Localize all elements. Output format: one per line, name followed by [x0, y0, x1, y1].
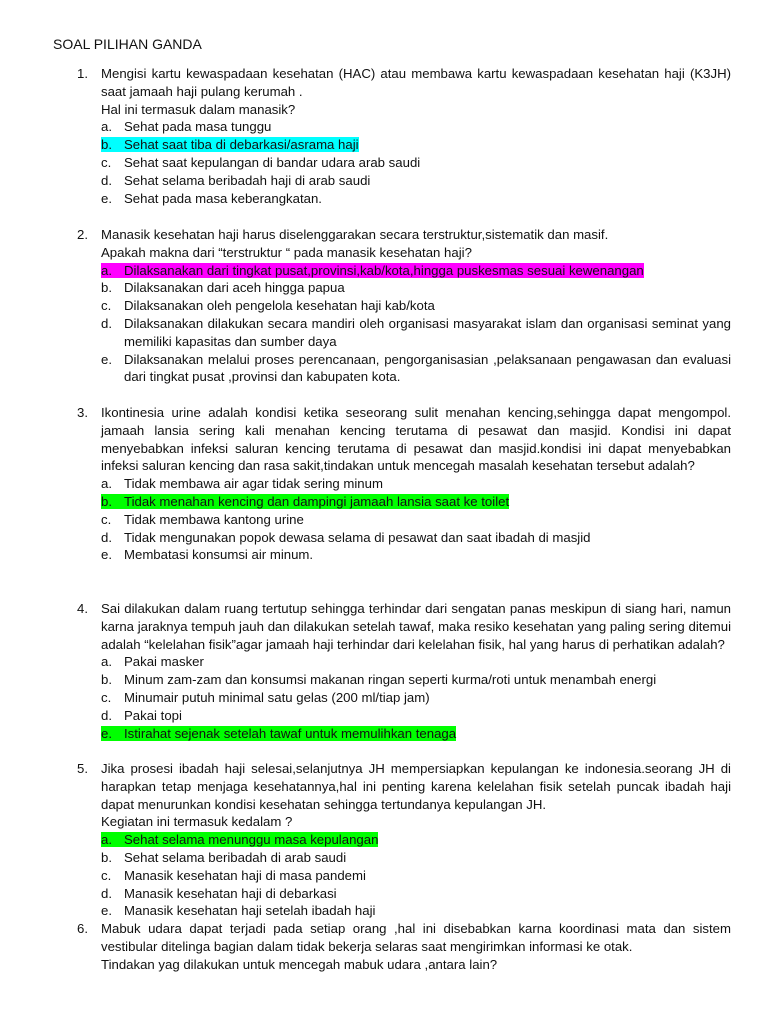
- highlight-green: [101, 726, 456, 741]
- option-c: [101, 511, 731, 529]
- question-text: Jika prosesi ibadah haji selesai,selanjutnya JH mempersiapkan kepulangan ke indonesia.seorang JH di harapkan tetap menjaga kesehatannya,hal ini penting karena kelelahan fisik setelah puncak ibadah haji dapat menurunkan kondisi kesehatan sehingga tertundanya kepulangan JH.: [101, 761, 731, 812]
- option-a: [101, 118, 731, 136]
- question-text: Mabuk udara dapat terjadi pada setiap orang ,hal ini disebabkan karna koordinasi mata dan sistem vestibular ditelinga bagian dalam tidak bekerja selaras saat mengirimkan informasi ke otak.: [101, 921, 731, 954]
- option-text: Sehat selama menunggu masa kepulangan: [124, 832, 379, 848]
- option-text: Minumair putuh minimal satu gelas (200 ml/tiap jam): [124, 689, 430, 705]
- option-e: [101, 546, 731, 564]
- option-d: [101, 172, 731, 190]
- option-b: [101, 671, 731, 689]
- option-d: [101, 529, 731, 547]
- option-c: [101, 297, 731, 315]
- option-letter: b.: [101, 280, 112, 296]
- option-letter: b.: [101, 849, 112, 865]
- option-letter: a.: [101, 119, 112, 135]
- question-number: 1.: [77, 66, 88, 81]
- question-prompt: Hal ini termasuk dalam manasik?: [101, 101, 296, 117]
- option-letter: c.: [101, 867, 112, 883]
- options-list: [101, 475, 731, 564]
- option-letter: e.: [101, 725, 112, 741]
- question-number: 4.: [77, 601, 88, 616]
- option-letter: d.: [101, 172, 112, 188]
- option-text: Manasik kesehatan haji di masa pandemi: [124, 867, 366, 883]
- option-letter: e.: [101, 903, 112, 919]
- question-6: [77, 920, 731, 973]
- question-1: [77, 65, 731, 207]
- option-letter: e.: [101, 190, 112, 206]
- option-text: Manasik kesehatan haji di debarkasi: [124, 885, 337, 901]
- option-letter: c.: [101, 511, 112, 527]
- option-text: Tidak mengunakan popok dewasa selama di pesawat dan saat ibadah di masjid: [124, 529, 591, 545]
- option-letter: d.: [101, 707, 112, 723]
- option-text: Minum zam-zam dan konsumsi makanan ringan seperti kurma/roti untuk menambah energi: [124, 672, 657, 688]
- option-text: Sehat selama beribadah di arab saudi: [124, 849, 347, 865]
- highlight-green: [101, 832, 378, 847]
- highlight-cyan: [101, 137, 359, 152]
- option-a-highlighted: [101, 262, 731, 280]
- option-letter: c.: [101, 689, 112, 705]
- option-text: Membatasi konsumsi air minum.: [124, 547, 314, 563]
- option-letter: c.: [101, 298, 112, 314]
- question-2: [77, 226, 731, 386]
- option-e-highlighted: [101, 725, 731, 743]
- option-letter: a.: [101, 654, 112, 670]
- question-prompt: Tindakan yag dilakukan untuk mencegah mabuk udara ,antara lain?: [101, 956, 498, 972]
- option-text: Pakai topi: [124, 707, 182, 723]
- option-text: Tidak membawa air agar tidak sering minum: [124, 476, 383, 492]
- option-text: Sehat pada masa tunggu: [124, 119, 272, 135]
- option-letter: b.: [101, 493, 112, 509]
- option-text: Sehat saat tiba di debarkasi/asrama haji: [124, 137, 359, 153]
- page-title: SOAL PILIHAN GANDA: [53, 36, 202, 52]
- option-letter: a.: [101, 262, 112, 278]
- option-d: [101, 707, 731, 725]
- option-b-highlighted: [101, 136, 731, 154]
- option-text: Dilaksanakan dilakukan secara mandiri oleh organisasi masyarakat islam dan organisasi seminat yang memiliki kapasitas dan sumber daya: [124, 315, 731, 349]
- option-text: Tidak membawa kantong urine: [124, 511, 304, 527]
- option-text: Sehat saat kepulangan di bandar udara arab saudi: [124, 154, 421, 170]
- question-text: Mengisi kartu kewaspadaan kesehatan (HAC) atau membawa kartu kewaspadaan kesehatan haji (K3JH) saat jamaah haji pulang kerumah .: [101, 66, 731, 99]
- options-list: [101, 653, 731, 742]
- question-text: Ikontinesia urine adalah kondisi ketika seseorang sulit menahan kencing,sehingga dapat mengompol. jamaah lansia sering kali menahan kencing terutama di pesawat dan masjid. Kondisi ini dapat menyebabkan infeksi saluran kencing terutama di pesawat dan masjid.kondisi ini dapat menyebabkan infeksi saluran kencing dan rasa sakit,tindakan untuk mencegah masalah kesehatan tersebut adalah?: [101, 405, 731, 474]
- highlight-magenta: [101, 263, 644, 278]
- option-a: [101, 653, 731, 671]
- highlight-green: [101, 494, 509, 509]
- option-b: [101, 279, 731, 297]
- option-letter: d.: [101, 885, 112, 901]
- option-letter: a.: [101, 476, 112, 492]
- question-text: Sai dilakukan dalam ruang tertutup sehingga terhindar dari sengatan panas meskipun di siang hari, namun karna jaraknya tempuh jauh dan dilakukan setelah tawaf, maka resiko kesehatan yang paling sering ditemui adalah “kelelahan fisik”agar jamaah haji terhindar dari kelelahan fisik, hal yang harus di perhatikan adalah?: [101, 601, 731, 652]
- option-c: [101, 154, 731, 172]
- option-text: Dilaksanakan melalui proses perencanaan, pengorganisasian ,pelaksanaan pengawasan dan evaluasi dari tingkat pusat ,provinsi dan kabupaten kota.: [124, 351, 731, 385]
- option-b: [101, 849, 731, 867]
- options-list: [101, 262, 731, 387]
- question-text: Manasik kesehatan haji harus diselenggarakan secara terstruktur,sistematik dan masif.: [101, 227, 609, 242]
- option-e: [101, 902, 731, 920]
- option-d: [101, 315, 731, 351]
- option-e: [101, 351, 731, 387]
- option-text: Istirahat sejenak setelah tawaf untuk memulihkan tenaga: [124, 725, 457, 741]
- options-list: [101, 831, 731, 920]
- question-4: [77, 600, 731, 742]
- option-letter: e.: [101, 351, 112, 367]
- option-letter: e.: [101, 547, 112, 563]
- option-letter: a.: [101, 832, 112, 848]
- option-text: Pakai masker: [124, 654, 204, 670]
- question-prompt: Apakah makna dari “terstruktur “ pada manasik kesehatan haji?: [101, 244, 472, 260]
- option-a: [101, 475, 731, 493]
- question-5: [77, 760, 731, 920]
- option-c: [101, 867, 731, 885]
- question-number: 2.: [77, 227, 88, 242]
- question-3: [77, 404, 731, 564]
- option-d: [101, 885, 731, 903]
- option-letter: d.: [101, 315, 112, 331]
- option-text: Dilaksanakan dari aceh hingga papua: [124, 280, 345, 296]
- option-c: [101, 689, 731, 707]
- option-text: Manasik kesehatan haji setelah ibadah haji: [124, 903, 376, 919]
- option-letter: b.: [101, 672, 112, 688]
- option-text: Sehat pada masa keberangkatan.: [124, 190, 322, 206]
- option-b-highlighted: [101, 493, 731, 511]
- options-list: [101, 118, 731, 207]
- question-prompt: Kegiatan ini termasuk kedalam ?: [101, 814, 293, 830]
- option-a-highlighted: [101, 831, 731, 849]
- option-text: Dilaksanakan dari tingkat pusat,provinsi,kab/kota,hingga puskesmas sesuai kewenangan: [124, 262, 644, 278]
- option-letter: d.: [101, 529, 112, 545]
- option-text: Dilaksanakan oleh pengelola kesehatan haji kab/kota: [124, 298, 435, 314]
- question-number: 5.: [77, 761, 88, 776]
- option-letter: b.: [101, 137, 112, 153]
- option-letter: c.: [101, 154, 112, 170]
- question-number: 6.: [77, 921, 88, 936]
- option-text: Tidak menahan kencing dan dampingi jamaah lansia saat ke toilet: [124, 493, 510, 509]
- option-e: [101, 190, 731, 208]
- question-number: 3.: [77, 405, 88, 420]
- option-text: Sehat selama beribadah haji di arab saudi: [124, 172, 371, 188]
